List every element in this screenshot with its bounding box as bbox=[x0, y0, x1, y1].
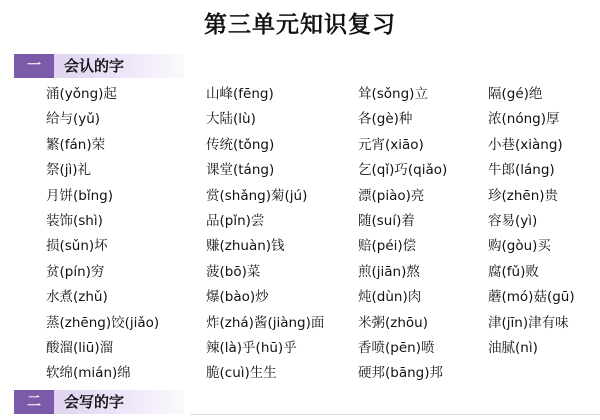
word-item: 繁(fán)荣 bbox=[46, 136, 106, 153]
word-item: 珍(zhēn)贵 bbox=[488, 187, 559, 204]
word-item: 蒸(zhēng)饺(jiǎo) bbox=[46, 314, 160, 331]
word-item: 给与(yǔ) bbox=[46, 111, 101, 128]
word-item: 传统(tǒng) bbox=[206, 136, 275, 153]
word-item: 容易(yì) bbox=[488, 213, 538, 229]
section-header-write bbox=[14, 390, 184, 414]
word-item: 赚(zhuàn)钱 bbox=[206, 238, 285, 255]
word-item: 各(gè)种 bbox=[358, 111, 413, 128]
word-item: 损(sǔn)坏 bbox=[46, 238, 108, 255]
word-item: 贫(pín)穷 bbox=[46, 263, 105, 280]
word-item: 香喷(pēn)喷 bbox=[358, 340, 435, 356]
word-item: 油腻(nì) bbox=[488, 340, 538, 356]
section-header-recognize bbox=[14, 54, 184, 78]
word-item: 隔(gé)绝 bbox=[488, 86, 543, 102]
word-item: 课堂(táng) bbox=[206, 162, 275, 179]
word-item: 赔(péi)偿 bbox=[358, 238, 417, 255]
word-item: 酸溜(liū)溜 bbox=[46, 340, 114, 356]
word-item: 耸(sǒng)立 bbox=[358, 86, 428, 102]
word-item: 辣(là)乎(hū)乎 bbox=[206, 340, 297, 356]
word-item: 月饼(bǐng) bbox=[46, 187, 113, 204]
word-item: 购(gòu)买 bbox=[488, 238, 551, 255]
word-item: 硬邦(bāng)邦 bbox=[358, 365, 444, 382]
section-label: 会认的字 bbox=[64, 57, 125, 75]
word-item: 乞(qǐ)巧(qiǎo) bbox=[358, 162, 448, 179]
word-item: 菠(bō)菜 bbox=[206, 263, 261, 280]
word-item: 浓(nóng)厚 bbox=[488, 111, 560, 128]
word-item: 炖(dùn)肉 bbox=[358, 289, 422, 306]
section-label: 会写的字 bbox=[64, 393, 125, 411]
word-item: 赏(shǎng)菊(jú) bbox=[206, 187, 308, 204]
word-item: 山峰(fēng) bbox=[206, 86, 274, 102]
word-item: 煎(jiān)熬 bbox=[358, 263, 420, 280]
word-item: 漂(piào)亮 bbox=[358, 187, 425, 204]
section-number: 二 bbox=[14, 390, 54, 414]
word-item: 随(suí)着 bbox=[358, 213, 415, 229]
section-number: 一 bbox=[14, 54, 54, 78]
word-item: 涌(yǒng)起 bbox=[46, 86, 117, 102]
word-item: 牛郎(láng) bbox=[488, 162, 555, 179]
word-item: 蘑(mó)菇(gū) bbox=[488, 289, 575, 306]
word-item: 软绵(mián)绵 bbox=[46, 365, 131, 382]
word-item: 腐(fǔ)败 bbox=[488, 263, 539, 280]
word-item: 炸(zhá)酱(jiàng)面 bbox=[206, 314, 325, 331]
word-item: 津(jīn)津有味 bbox=[488, 314, 569, 331]
word-item: 脆(cuì)生生 bbox=[206, 365, 277, 382]
word-item: 品(pǐn)尝 bbox=[206, 213, 265, 229]
word-item: 大陆(lù) bbox=[206, 111, 256, 128]
word-item: 祭(jì)礼 bbox=[46, 162, 92, 179]
page-title: 第三单元知识复习 bbox=[204, 12, 396, 38]
word-item: 米粥(zhōu) bbox=[358, 314, 428, 331]
divider bbox=[190, 414, 600, 415]
word-item: 小巷(xiàng) bbox=[488, 136, 563, 153]
word-item: 水煮(zhǔ) bbox=[46, 289, 108, 306]
word-item: 装饰(shì) bbox=[46, 213, 103, 229]
word-item: 元宵(xiāo) bbox=[358, 136, 424, 153]
word-item: 爆(bào)炒 bbox=[206, 289, 269, 306]
